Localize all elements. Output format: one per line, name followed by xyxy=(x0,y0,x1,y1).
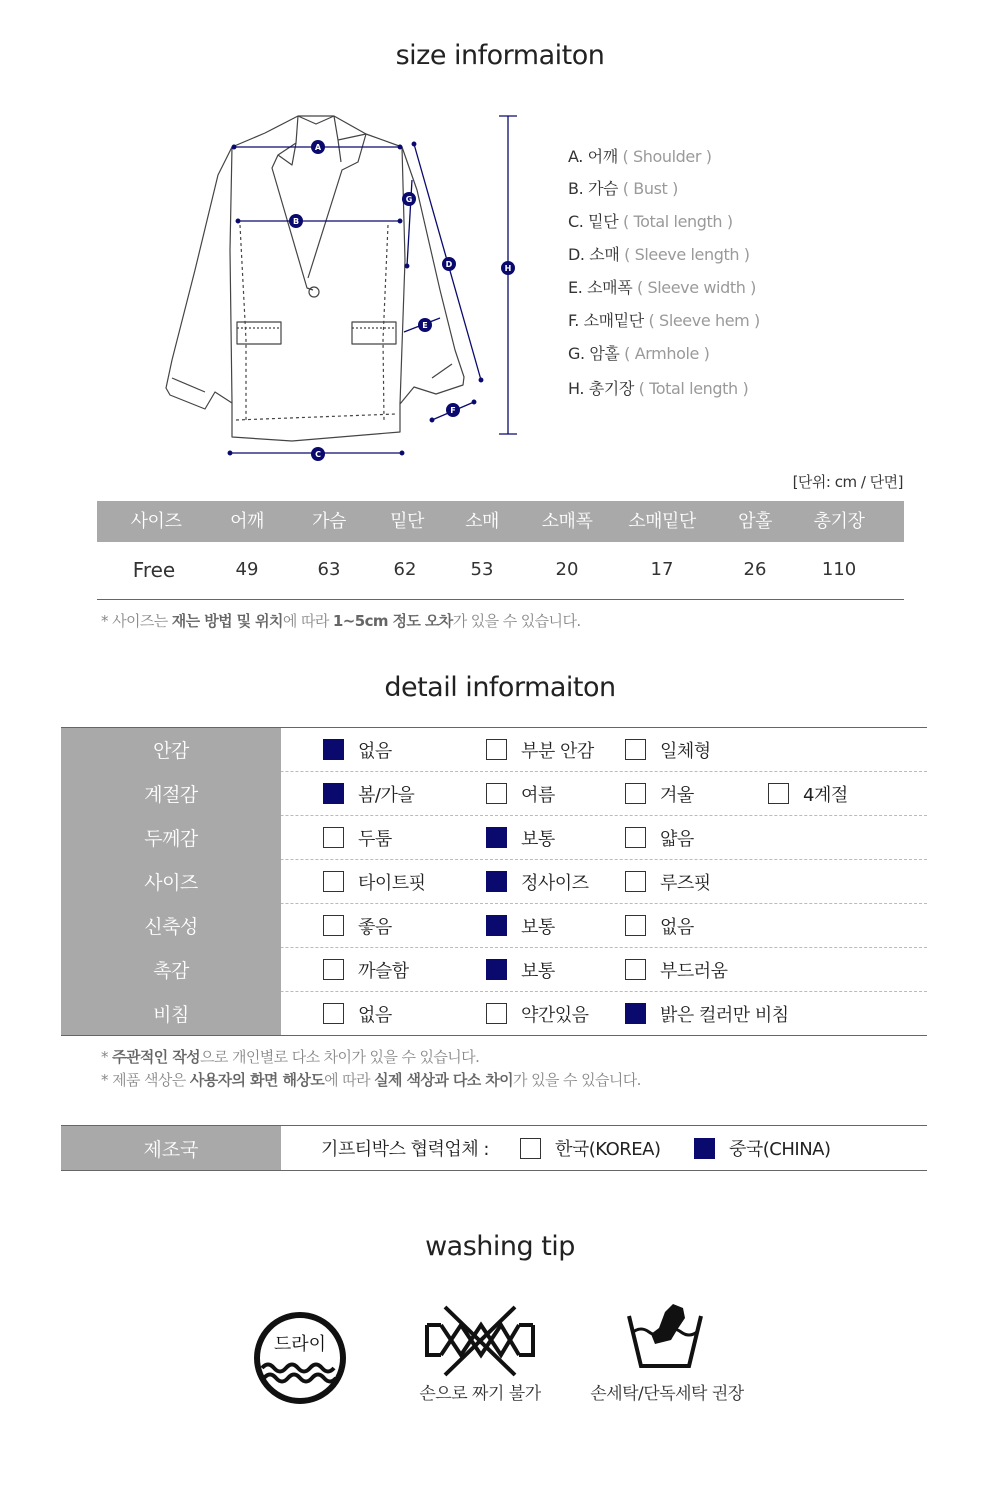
legend-item: E. 소매폭 ( Sleeve width ) xyxy=(568,278,756,297)
detail-row-label: 비침 xyxy=(61,991,281,1035)
table-cell: 53 xyxy=(470,559,494,580)
dry-icon-label: 드라이 xyxy=(273,1334,327,1355)
svg-text:D: D xyxy=(445,260,453,269)
header-cell: 소매 xyxy=(465,511,499,532)
legend-item: D. 소매 ( Sleeve length ) xyxy=(568,245,750,264)
option: 보통 xyxy=(486,825,555,851)
header-cell: 가슴 xyxy=(312,511,346,532)
option: 타이트핏 xyxy=(323,869,426,895)
header-cell: 소매폭 xyxy=(541,511,593,532)
table-cell: 49 xyxy=(235,559,259,580)
partner-label: 기프티박스 협력업체 : xyxy=(321,1139,489,1160)
option: 보통 xyxy=(486,913,555,939)
detail-note: * 제품 색상은 사용자의 화면 해상도에 따라 실제 색상과 다소 차이가 있을 수 있습니다. xyxy=(101,1071,641,1089)
marker-e xyxy=(418,318,432,332)
option: 없음 xyxy=(625,913,694,939)
checkbox[interactable] xyxy=(768,783,789,804)
marker-a xyxy=(311,140,325,154)
option: 중국(CHINA) xyxy=(694,1135,831,1161)
wash-caption: 손세탁/단독세탁 권장 xyxy=(590,1384,744,1404)
checkbox[interactable] xyxy=(323,783,344,804)
detail-row xyxy=(61,903,927,947)
checkbox[interactable] xyxy=(486,739,507,760)
checkbox[interactable] xyxy=(486,915,507,936)
option: 없음 xyxy=(323,737,392,763)
option: 까슬함 xyxy=(323,957,409,983)
detail-row-label: 안감 xyxy=(61,728,281,771)
svg-text:C: C xyxy=(315,450,321,459)
table-cell: 26 xyxy=(743,559,767,580)
option: 일체형 xyxy=(625,737,711,763)
checkbox[interactable] xyxy=(486,827,507,848)
detail-row-label: 촉감 xyxy=(61,947,281,991)
table-cell: 110 xyxy=(821,559,857,580)
svg-text:B: B xyxy=(292,217,300,226)
detail-row xyxy=(61,859,927,903)
legend-item: B. 가슴 ( Bust ) xyxy=(568,179,678,198)
checkbox[interactable] xyxy=(323,871,344,892)
marker-b xyxy=(289,214,303,228)
option: 루즈핏 xyxy=(625,869,711,895)
origin-row xyxy=(61,1125,927,1171)
table-cell: 63 xyxy=(317,559,341,580)
dry-clean-icon xyxy=(252,1310,348,1406)
checkbox[interactable] xyxy=(625,915,646,936)
svg-text:G: G xyxy=(405,195,413,204)
checkbox[interactable] xyxy=(694,1138,715,1159)
svg-text:H: H xyxy=(504,264,512,273)
size-section-title: size informaiton xyxy=(395,40,605,71)
checkbox[interactable] xyxy=(625,959,646,980)
legend-item: A. 어깨 ( Shoulder ) xyxy=(568,147,712,166)
checkbox[interactable] xyxy=(486,959,507,980)
marker-c xyxy=(311,447,325,461)
detail-row xyxy=(61,991,927,1035)
option: 4계절 xyxy=(768,781,848,807)
header-cell: 암홀 xyxy=(738,511,772,532)
washing-section-title: washing tip xyxy=(425,1231,575,1262)
option: 겨울 xyxy=(625,781,694,807)
checkbox[interactable] xyxy=(323,959,344,980)
detail-row-label: 신축성 xyxy=(61,903,281,947)
legend-item: G. 암홀 ( Armhole ) xyxy=(568,344,710,363)
detail-table xyxy=(61,727,927,1036)
checkbox[interactable] xyxy=(625,739,646,760)
svg-text:F: F xyxy=(450,406,456,415)
svg-text:E: E xyxy=(422,321,428,330)
checkbox[interactable] xyxy=(625,783,646,804)
checkbox[interactable] xyxy=(486,783,507,804)
table-cell: 17 xyxy=(650,559,674,580)
unit-label: [단위: cm / 단면] xyxy=(792,473,903,491)
marker-d xyxy=(442,257,456,271)
option: 얇음 xyxy=(625,825,694,851)
checkbox[interactable] xyxy=(486,871,507,892)
header-cell: 소매밑단 xyxy=(628,511,696,532)
no-wring-icon xyxy=(423,1303,537,1379)
checkbox[interactable] xyxy=(323,915,344,936)
option: 정사이즈 xyxy=(486,869,589,895)
wash-caption: 손으로 짜기 불가 xyxy=(419,1384,541,1404)
checkbox[interactable] xyxy=(625,871,646,892)
option: 한국(KOREA) xyxy=(520,1135,661,1161)
checkbox[interactable] xyxy=(323,739,344,760)
checkbox[interactable] xyxy=(520,1138,541,1159)
origin-label: 제조국 xyxy=(61,1126,281,1170)
header-cell: 밑단 xyxy=(390,511,424,532)
marker-g xyxy=(402,192,416,206)
legend-item: C. 밑단 ( Total length ) xyxy=(568,212,733,231)
option: 여름 xyxy=(486,781,555,807)
size-note: * 사이즈는 재는 방법 및 위치에 따라 1~5cm 정도 오차가 있을 수 있습니다. xyxy=(101,612,581,630)
legend-item: F. 소매밑단 ( Sleeve hem ) xyxy=(568,311,760,330)
marker-f xyxy=(446,403,460,417)
header-cell: 총기장 xyxy=(813,511,865,532)
table-cell: Free xyxy=(132,558,176,582)
detail-row-label: 두께감 xyxy=(61,815,281,859)
table-row xyxy=(97,542,904,600)
option: 두툼 xyxy=(323,825,392,851)
table-cell: 62 xyxy=(393,559,417,580)
jacket-diagram xyxy=(150,100,550,470)
detail-row-label: 계절감 xyxy=(61,771,281,815)
marker-h xyxy=(501,261,515,275)
detail-row xyxy=(61,771,927,815)
legend-item: H. 총기장 ( Total length ) xyxy=(568,379,749,398)
option: 없음 xyxy=(323,1001,392,1027)
checkbox[interactable] xyxy=(625,827,646,848)
svg-text:A: A xyxy=(314,143,322,152)
option: 좋음 xyxy=(323,913,392,939)
detail-section-title: detail informaiton xyxy=(384,672,616,703)
table-cell: 20 xyxy=(555,559,579,580)
checkbox[interactable] xyxy=(625,1003,646,1024)
checkbox[interactable] xyxy=(323,1003,344,1024)
header-cell: 사이즈 xyxy=(130,511,182,532)
checkbox[interactable] xyxy=(323,827,344,848)
size-table xyxy=(97,501,904,600)
header-cell: 어깨 xyxy=(230,511,264,532)
option: 부드러움 xyxy=(625,957,728,983)
option: 보통 xyxy=(486,957,555,983)
size-table-header xyxy=(97,501,904,542)
checkbox[interactable] xyxy=(486,1003,507,1024)
detail-row-label: 사이즈 xyxy=(61,859,281,903)
detail-row xyxy=(61,728,927,771)
option: 부분 안감 xyxy=(486,737,594,763)
detail-row xyxy=(61,815,927,859)
option: 봄/가을 xyxy=(323,781,414,807)
detail-row xyxy=(61,947,927,991)
hand-wash-icon xyxy=(625,1300,705,1370)
detail-note: * 주관적인 작성으로 개인별로 다소 차이가 있을 수 있습니다. xyxy=(101,1048,480,1066)
option: 밝은 컬러만 비침 xyxy=(625,1001,789,1027)
option: 약간있음 xyxy=(486,1001,589,1027)
